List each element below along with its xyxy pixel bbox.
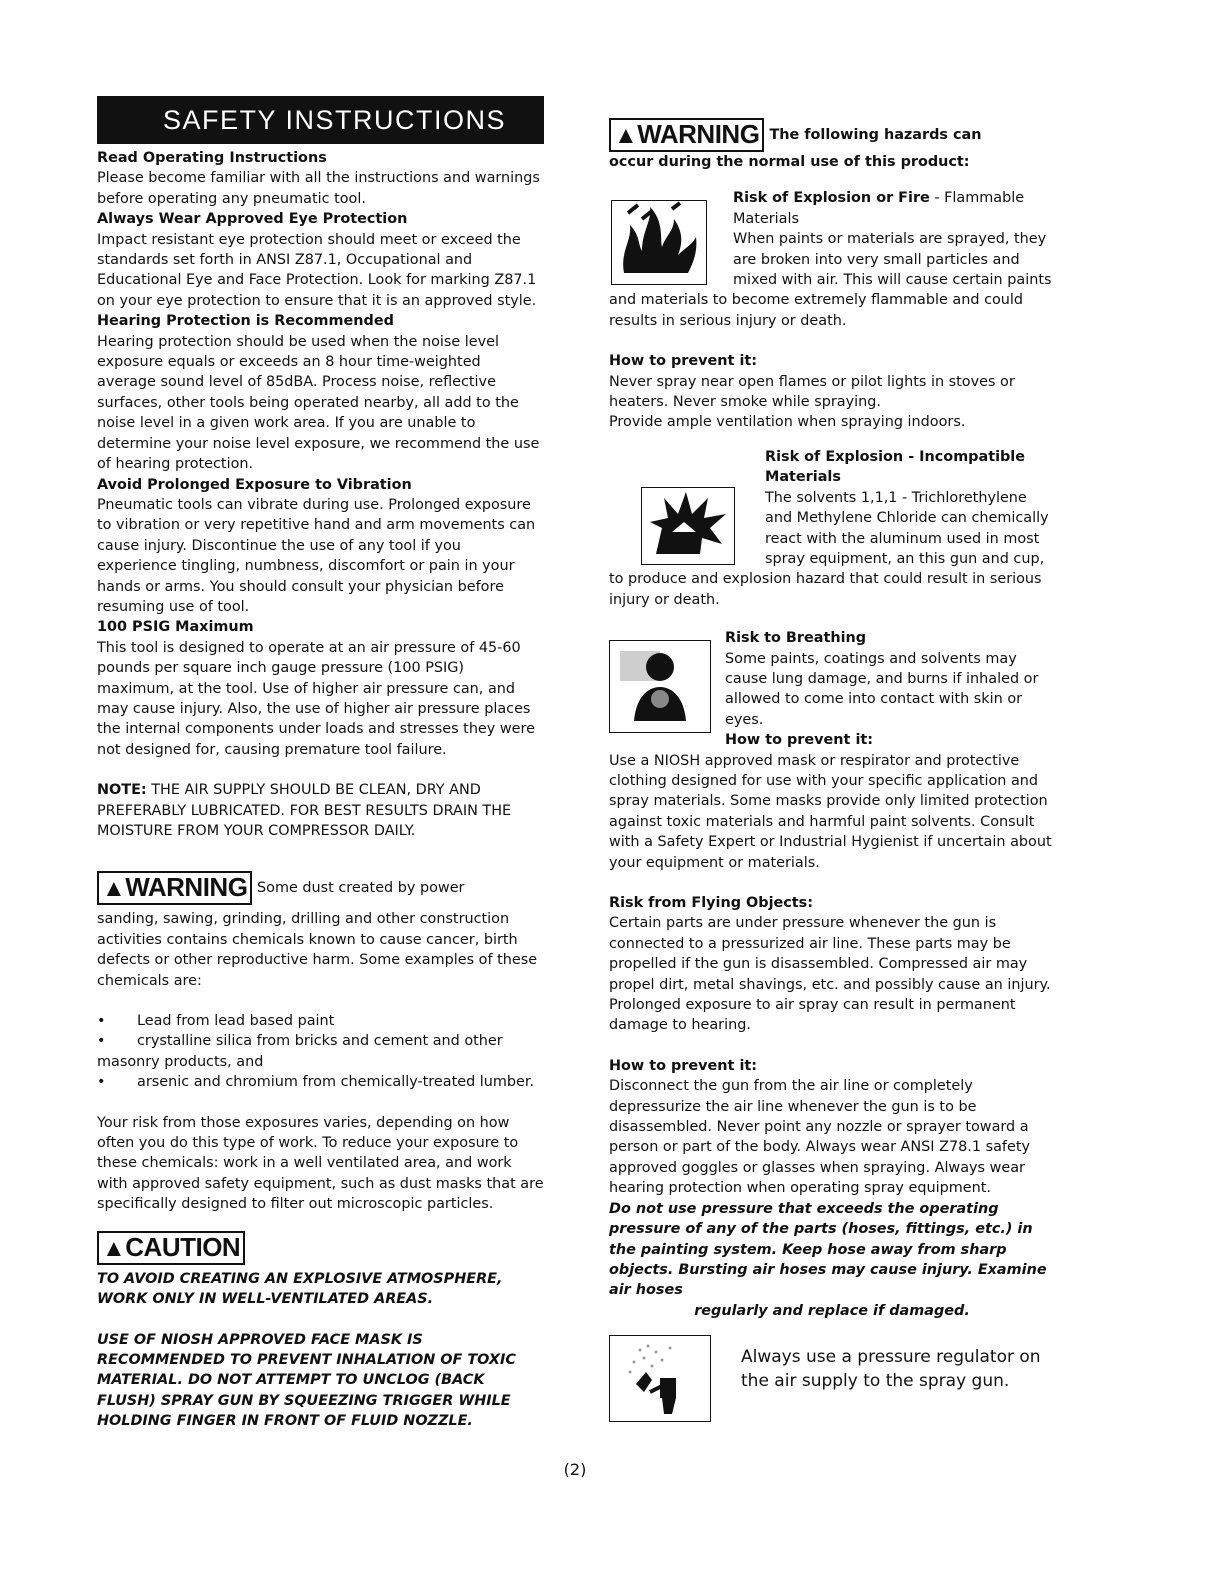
prevent-2-body: Use a NIOSH approved mask or respirator and protective clothing designed for use with your specific application and spray materials. Some masks provide only limited protection against toxic materials and harmful paint solvents. Consult with a Safety Expert or Industrial Hygienist if uncertain about your equipment or materials. [609, 752, 1052, 871]
caution-text-1: TO AVOID CREATING AN EXPLOSIVE ATMOSPHERE, WORK ONLY IN WELL-VENTILATED AREAS. [97, 1270, 503, 1308]
prevent-1-body-a: Never spray near open flames or pilot lights in stoves or heaters. Never smoke while spraying. [609, 373, 1015, 411]
sec-read-instructions-body: Please become familiar with all the instructions and warnings before operating any pneumatic tool. [97, 170, 540, 207]
explosion-risk-title: Risk of Explosion - Incompatible Materials [765, 448, 1026, 486]
right-column [609, 118, 1055, 1422]
respirator-icon [609, 640, 711, 732]
explosion-icon [641, 487, 735, 565]
breathing-risk-body: Some paints, coatings and solvents may cause lung damage, and burns if inhaled or allowed to come into contact with skin or eyes. [725, 650, 1039, 728]
sec-hearing-body: Hearing protection should be used when the noise level exposure equals or exceeds an 8 hour time-weighted average sound level of 85dBA. Process noise, reflective surfaces, other tools being operated nearby, all add to the noise level in a given work area. If you are unable to determine your noise level exposure, we recommend the use of hearing protection. [97, 333, 540, 473]
prevent-3-title: How to prevent it: [609, 1057, 758, 1074]
warning-badge: ▲WARNING [97, 871, 252, 905]
warning-badge: ▲WARNING [609, 118, 764, 152]
warning-triangle-icon: ▲ [102, 875, 126, 903]
dust-warning-line [97, 871, 544, 905]
hazards-warning-line2: occur during the normal use of this product: [609, 154, 970, 170]
fire-risk-body: When paints or materials are sprayed, they are broken into very small particles and mixed with air. This will cause certain paints and materials to become extremely flammable and could results in serious injury or death. [609, 231, 1052, 329]
explosion-risk-body: The solvents 1,1,1 - Trichlorethylene and Methylene Chloride can chemically react with the aluminum used in most spray equipment, an this gun and cup, to produce and explosion hazard that could result in serious injury or death. [609, 489, 1049, 608]
bullet-icon: • [97, 1013, 106, 1030]
hazards-warning-lead: The following hazards can [764, 127, 982, 143]
prevent-1-title: How to prevent it: [609, 353, 758, 370]
warning-triangle-icon: ▲ [614, 122, 638, 149]
air-supply-note [97, 780, 544, 841]
exposure-risk-body: Your risk from those exposures varies, depending on how often you do this type of work. To reduce your exposure to these chemicals: work in a well ventilated area, and work with approved safety equipment, such as dust masks that are specifically designed to filter out microscopic particles. [97, 1114, 544, 1213]
breathing-risk-title: Risk to Breathing [725, 630, 867, 647]
sec-vibration-title: Avoid Prolonged Exposure to Vibration [97, 476, 412, 493]
left-column [97, 96, 544, 1432]
sec-psig-body: This tool is designed to operate at an air pressure of 45-60 pounds per square inch gauge pressure (100 PSIG) maximum, at the tool. Use of higher air pressure can, and may cause injury. Also, the use of higher air pressure places the internal components under loads and stresses they were not designed for, causing premature tool failure. [97, 639, 535, 758]
prevent-2-title: How to prevent it: [725, 732, 874, 749]
prevent-3-body: Disconnect the gun from the air line or completely depressurize the air line whenever the gun is to be disassembled. Never point any nozzle or sprayer toward a person or part of the body. Always wear ANSI Z78.1 safety approved goggles or glasses when spraying. Always wear hearing protection when operating spray equipment. [609, 1078, 1030, 1197]
flame-icon [611, 200, 707, 284]
list-item: • crystalline silica from bricks and cement and other masonry products, and [97, 1033, 503, 1070]
sec-vibration-body: Pneumatic tools can vibrate during use. Prolonged exposure to vibration or very repetitive hand and arm movements can cause injury. Discontinue the use of any tool if you experience tingling, numbness, discomfort or pain in your hands or arms. You should consult your physician before resuming use of tool. [97, 496, 536, 615]
sec-eye-protection-body: Impact resistant eye protection should meet or exceed the standards set forth in ANSI Z87.1, Occupational and Educational Eye and Face Protection. Look for marking Z87.1 on your eye protection to ensure that it is an approved style. [97, 231, 537, 309]
chemical-list [97, 1011, 544, 1093]
explosion-risk-section [609, 447, 1055, 610]
page-number: (2) [563, 1460, 587, 1479]
flying-risk-body: Certain parts are under pressure whenever the gun is connected to a pressurized air line. These parts may be propelled if the gun is disassembled. Compressed air may propel dirt, metal shavings, etc. and possibly cause an injury. Prolonged exposure to air spray can result in permanent damage to hearing. [609, 915, 1051, 1034]
caution-line [97, 1231, 544, 1265]
prevent-1-body-b: Provide ample ventilation when spraying indoors. [609, 414, 966, 431]
pressure-warning-b: regularly and replace if damaged. [694, 1302, 970, 1319]
regulator-section [609, 1335, 1055, 1393]
note-body: THE AIR SUPPLY SHOULD BE CLEAN, DRY AND PREFERABLY LUBRICATED. FOR BEST RESULTS DRAIN THE MOISTURE FROM YOUR COMPRESSOR DAILY. [97, 782, 512, 839]
fire-risk-section [609, 188, 1055, 331]
list-item: • Lead from lead based paint [97, 1011, 544, 1031]
sec-hearing-title: Hearing Protection is Recommended [97, 313, 394, 330]
caution-text-2: USE OF NIOSH APPROVED FACE MASK IS RECOMMENDED TO PREVENT INHALATION OF TOXIC MATERIAL. DO NOT ATTEMPT TO UNCLOG (BACK FLUSH) SPRAY GUN BY SQUEEZING TRIGGER WHILE HOLDING FINGER IN FRONT OF FLUID NOZZLE. [97, 1331, 516, 1430]
caution-triangle-icon: ▲ [102, 1234, 126, 1262]
fire-risk-subtitle: - Flammable Materials [733, 190, 1025, 227]
sec-psig-title: 100 PSIG Maximum [97, 619, 254, 636]
fire-risk-title: Risk of Explosion or Fire [733, 190, 930, 207]
sec-eye-protection-title: Always Wear Approved Eye Protection [97, 211, 408, 228]
list-item: • arsenic and chromium from chemically-treated lumber. [97, 1072, 544, 1092]
note-label: NOTE: [97, 782, 147, 799]
pressure-warning-a: Do not use pressure that exceeds the operating pressure of any of the parts (hoses, fittings, etc.) in the painting system. Keep hose away from sharp objects. Bursting air hoses may cause injury. Examine air hoses [609, 1200, 1047, 1299]
hazards-warning-line [609, 118, 1055, 152]
bullet-icon: • [97, 1033, 106, 1050]
breathing-risk-section [609, 628, 1055, 873]
regulator-text: Always use a pressure regulator on the air supply to the spray gun. [741, 1347, 1041, 1392]
caution-badge: ▲CAUTION [97, 1231, 245, 1265]
sec-read-instructions-title: Read Operating Instructions [97, 150, 327, 166]
spray-gun-icon [609, 1335, 711, 1421]
dust-warning-lead: Some dust created by power [252, 880, 465, 897]
dust-warning-body: sanding, sawing, grinding, drilling and other construction activities contains chemicals known to cause cancer, birth defects or other reproductive harm. Some examples of these chemicals are: [97, 911, 538, 989]
page-title: SAFETY INSTRUCTIONS [97, 96, 544, 144]
flying-risk-title: Risk from Flying Objects: [609, 895, 813, 911]
bullet-icon: • [97, 1074, 106, 1091]
